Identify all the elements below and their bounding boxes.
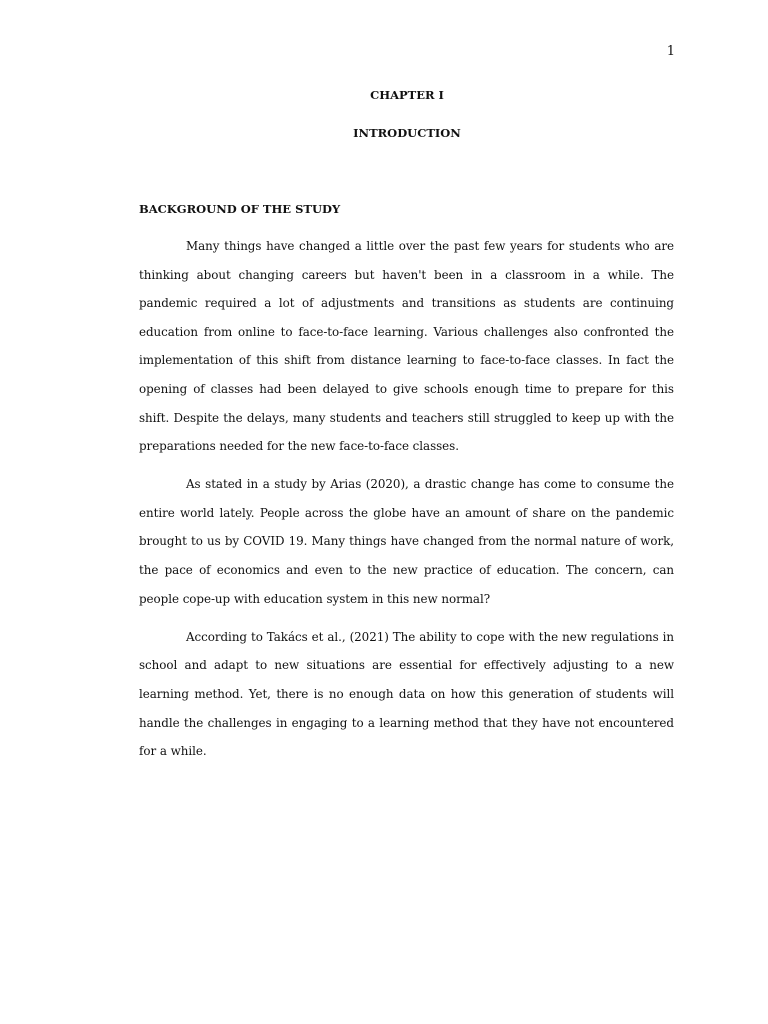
paragraph-3: According to Takács et al., (2021) The ability to cope with the new regulations in school and adapt to new situations are essential for effectively adjusting to a new learning method. Yet, there is no enough data on how this generation of students will handle the challenges in engaging to a learning method that they have not encountered for a while. (139, 629, 674, 759)
paragraph-1: Many things have changed a little over the past few years for students who are thinking about changing careers but haven't been in a classroom in a while. The pandemic required a lot of adjustments and transitions as students are continuing education from online to face-to-face learning. Various challenges also confronted the implementation of this shift from distance learning to face-to-face classes. In fact the opening of classes had been delayed to give schools enough time to prepare for this shift. Despite the delays, many students and teachers still struggled to keep up with the preparations needed for the new face-to-face classes. (139, 239, 674, 454)
body-text (139, 232, 674, 775)
section-heading: BACKGROUND OF THE STUDY (139, 202, 341, 216)
page-number: 1 (666, 44, 675, 59)
chapter-label: CHAPTER I (370, 88, 444, 102)
chapter-title: INTRODUCTION (353, 126, 461, 140)
paragraph-2: As stated in a study by Arias (2020), a drastic change has come to consume the entire world lately. People across the globe have an amount of share on the pandemic brought to us by COVID 19. Many things have changed from the normal nature of work, the pace of economics and even to the new practice of education. The concern, can people cope-up with education system in this new normal? (139, 477, 674, 606)
